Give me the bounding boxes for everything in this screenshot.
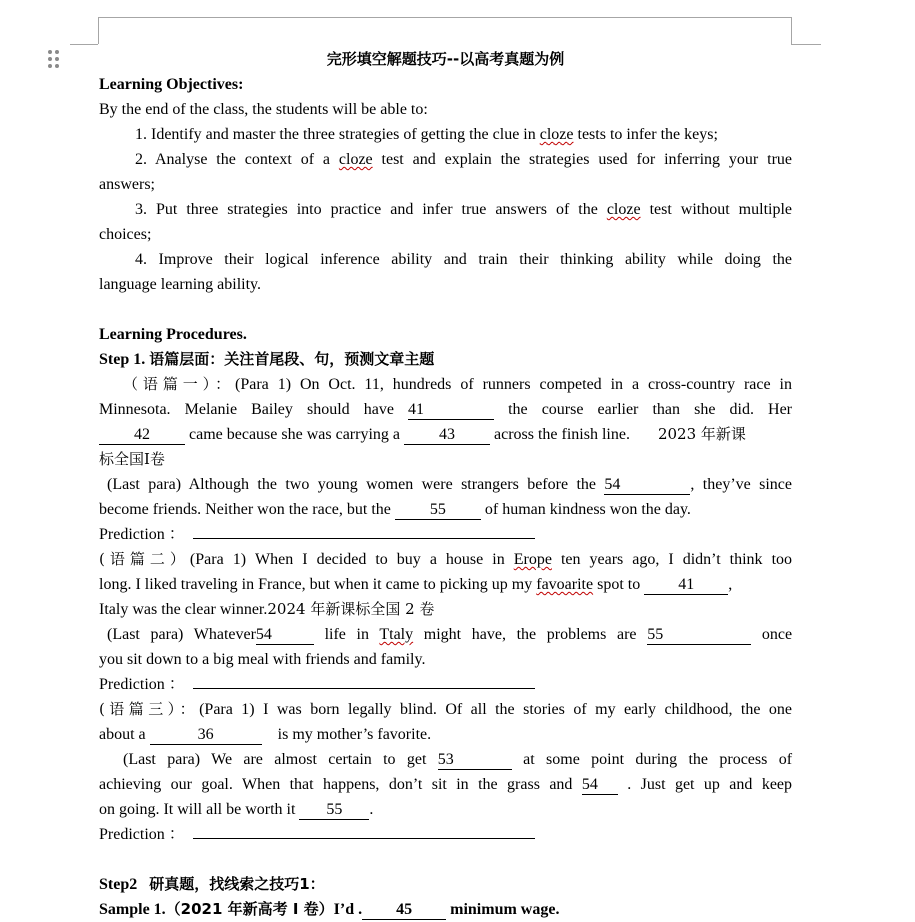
- blank-55[interactable]: 55: [299, 800, 369, 820]
- objective-1: 1. Identify and master the three strategies of getting the clue in cloze tests to infer the keys;: [135, 126, 718, 143]
- passage1-last2: become friends. Neither won the race, but the 55 of human kindness won the day.: [99, 501, 691, 518]
- passage3-line2: about a 36 is my mother’s favorite.: [99, 726, 432, 743]
- passage3-line1: (语篇三）：(Para 1) I was born legally blind. Of all the stories of my early childhood, the one: [99, 700, 793, 718]
- objectives-intro: By the end of the class, the students will be able to:: [99, 101, 428, 118]
- page-top-border: [98, 17, 791, 18]
- objective-2: 2. Analyse the context of a cloze test and explain the strategies used for inferring your true: [135, 151, 793, 168]
- prediction-2-input[interactable]: [193, 672, 535, 689]
- blank-36[interactable]: 36: [150, 725, 262, 745]
- passage2-line1: (语篇二）(Para 1) When I decided to buy a house in Erope ten years ago, I didn’t think too: [99, 550, 793, 568]
- passage1-line2: Minnesota. Melanie Bailey should have 41 the course earlier than she did. Her: [99, 401, 793, 418]
- document-title: 完形填空解题技巧--以高考真题为例: [326, 50, 565, 68]
- blank-54[interactable]: 54: [604, 475, 690, 495]
- passage1-line3: 42 came because she was carrying a 43 across the finish line. 2023 年新课: [99, 422, 792, 447]
- objectives-heading: Learning Objectives:: [99, 76, 244, 93]
- blank-42[interactable]: 42: [99, 425, 185, 445]
- objective-3-cont: choices;: [99, 226, 152, 243]
- step1-heading: Step 1. 语篇层面：关注首尾段、句，预测文章主题: [99, 350, 435, 368]
- blank-54[interactable]: 54: [256, 625, 314, 645]
- passage1-line1: （语篇一）：(Para 1) On Oct. 11, hundreds of runners competed in a cross-country race in: [123, 375, 792, 393]
- step2-heading: Step2 研真题，找线索之技巧1：: [99, 875, 325, 893]
- crop-mark: [98, 17, 99, 44]
- prediction-1: Prediction ：: [99, 522, 792, 547]
- prediction-2: Prediction ：: [99, 672, 792, 697]
- prediction-3-input[interactable]: [193, 822, 535, 839]
- passage2-line3: Italy was the clear winner.2024 年新课标全国 2 卷: [99, 600, 435, 618]
- passage1-source: 标全国I卷: [99, 450, 165, 468]
- objective-2-cont: answers;: [99, 176, 155, 193]
- blank-55[interactable]: 55: [647, 625, 751, 645]
- procedures-heading: Learning Procedures.: [99, 326, 247, 343]
- passage1-last1: (Last para) Although the two young women were strangers before the 54 , they’ve since: [107, 476, 793, 493]
- passage3-last3: on going. It will all be worth it 55 .: [99, 801, 374, 818]
- blank-54[interactable]: 54: [582, 775, 618, 795]
- crop-mark: [70, 44, 98, 45]
- objective-4-cont: language learning ability.: [99, 276, 262, 293]
- blank-43[interactable]: 43: [404, 425, 490, 445]
- prediction-1-input[interactable]: [193, 522, 535, 539]
- objective-4: 4. Improve their logical inference ability and train their thinking ability while doing the: [135, 251, 792, 268]
- passage2-last1: (Last para) Whatever54 life in Ttaly might have, the problems are 55 once: [107, 626, 793, 643]
- passage2-last2: you sit down to a big meal with friends and family.: [99, 651, 426, 668]
- crop-mark: [791, 17, 792, 44]
- objective-3: 3. Put three strategies into practice and infer true answers of the cloze test without multiple: [135, 201, 793, 218]
- sample1: Sample 1.（2021 年新高考 I 卷）I’d . 45 minimum wage.: [99, 900, 560, 918]
- passage2-line2: long. I liked traveling in France, but when it came to picking up my favoarite spot to 41 ,: [99, 576, 733, 593]
- blank-53[interactable]: 53: [438, 750, 512, 770]
- blank-41[interactable]: 41: [408, 400, 494, 420]
- prediction-3: Prediction ：: [99, 822, 792, 847]
- blank-41[interactable]: 41: [644, 575, 728, 595]
- crop-mark: [791, 44, 821, 45]
- drag-handle-icon[interactable]: [47, 49, 61, 69]
- passage3-last2: achieving our goal. When that happens, don’t sit in the grass and 54 . Just get up and keep: [99, 776, 793, 793]
- blank-55[interactable]: 55: [395, 500, 481, 520]
- passage3-last1: (Last para) We are almost certain to get 53 at some point during the process of: [123, 751, 793, 768]
- blank-45[interactable]: 45: [362, 900, 446, 920]
